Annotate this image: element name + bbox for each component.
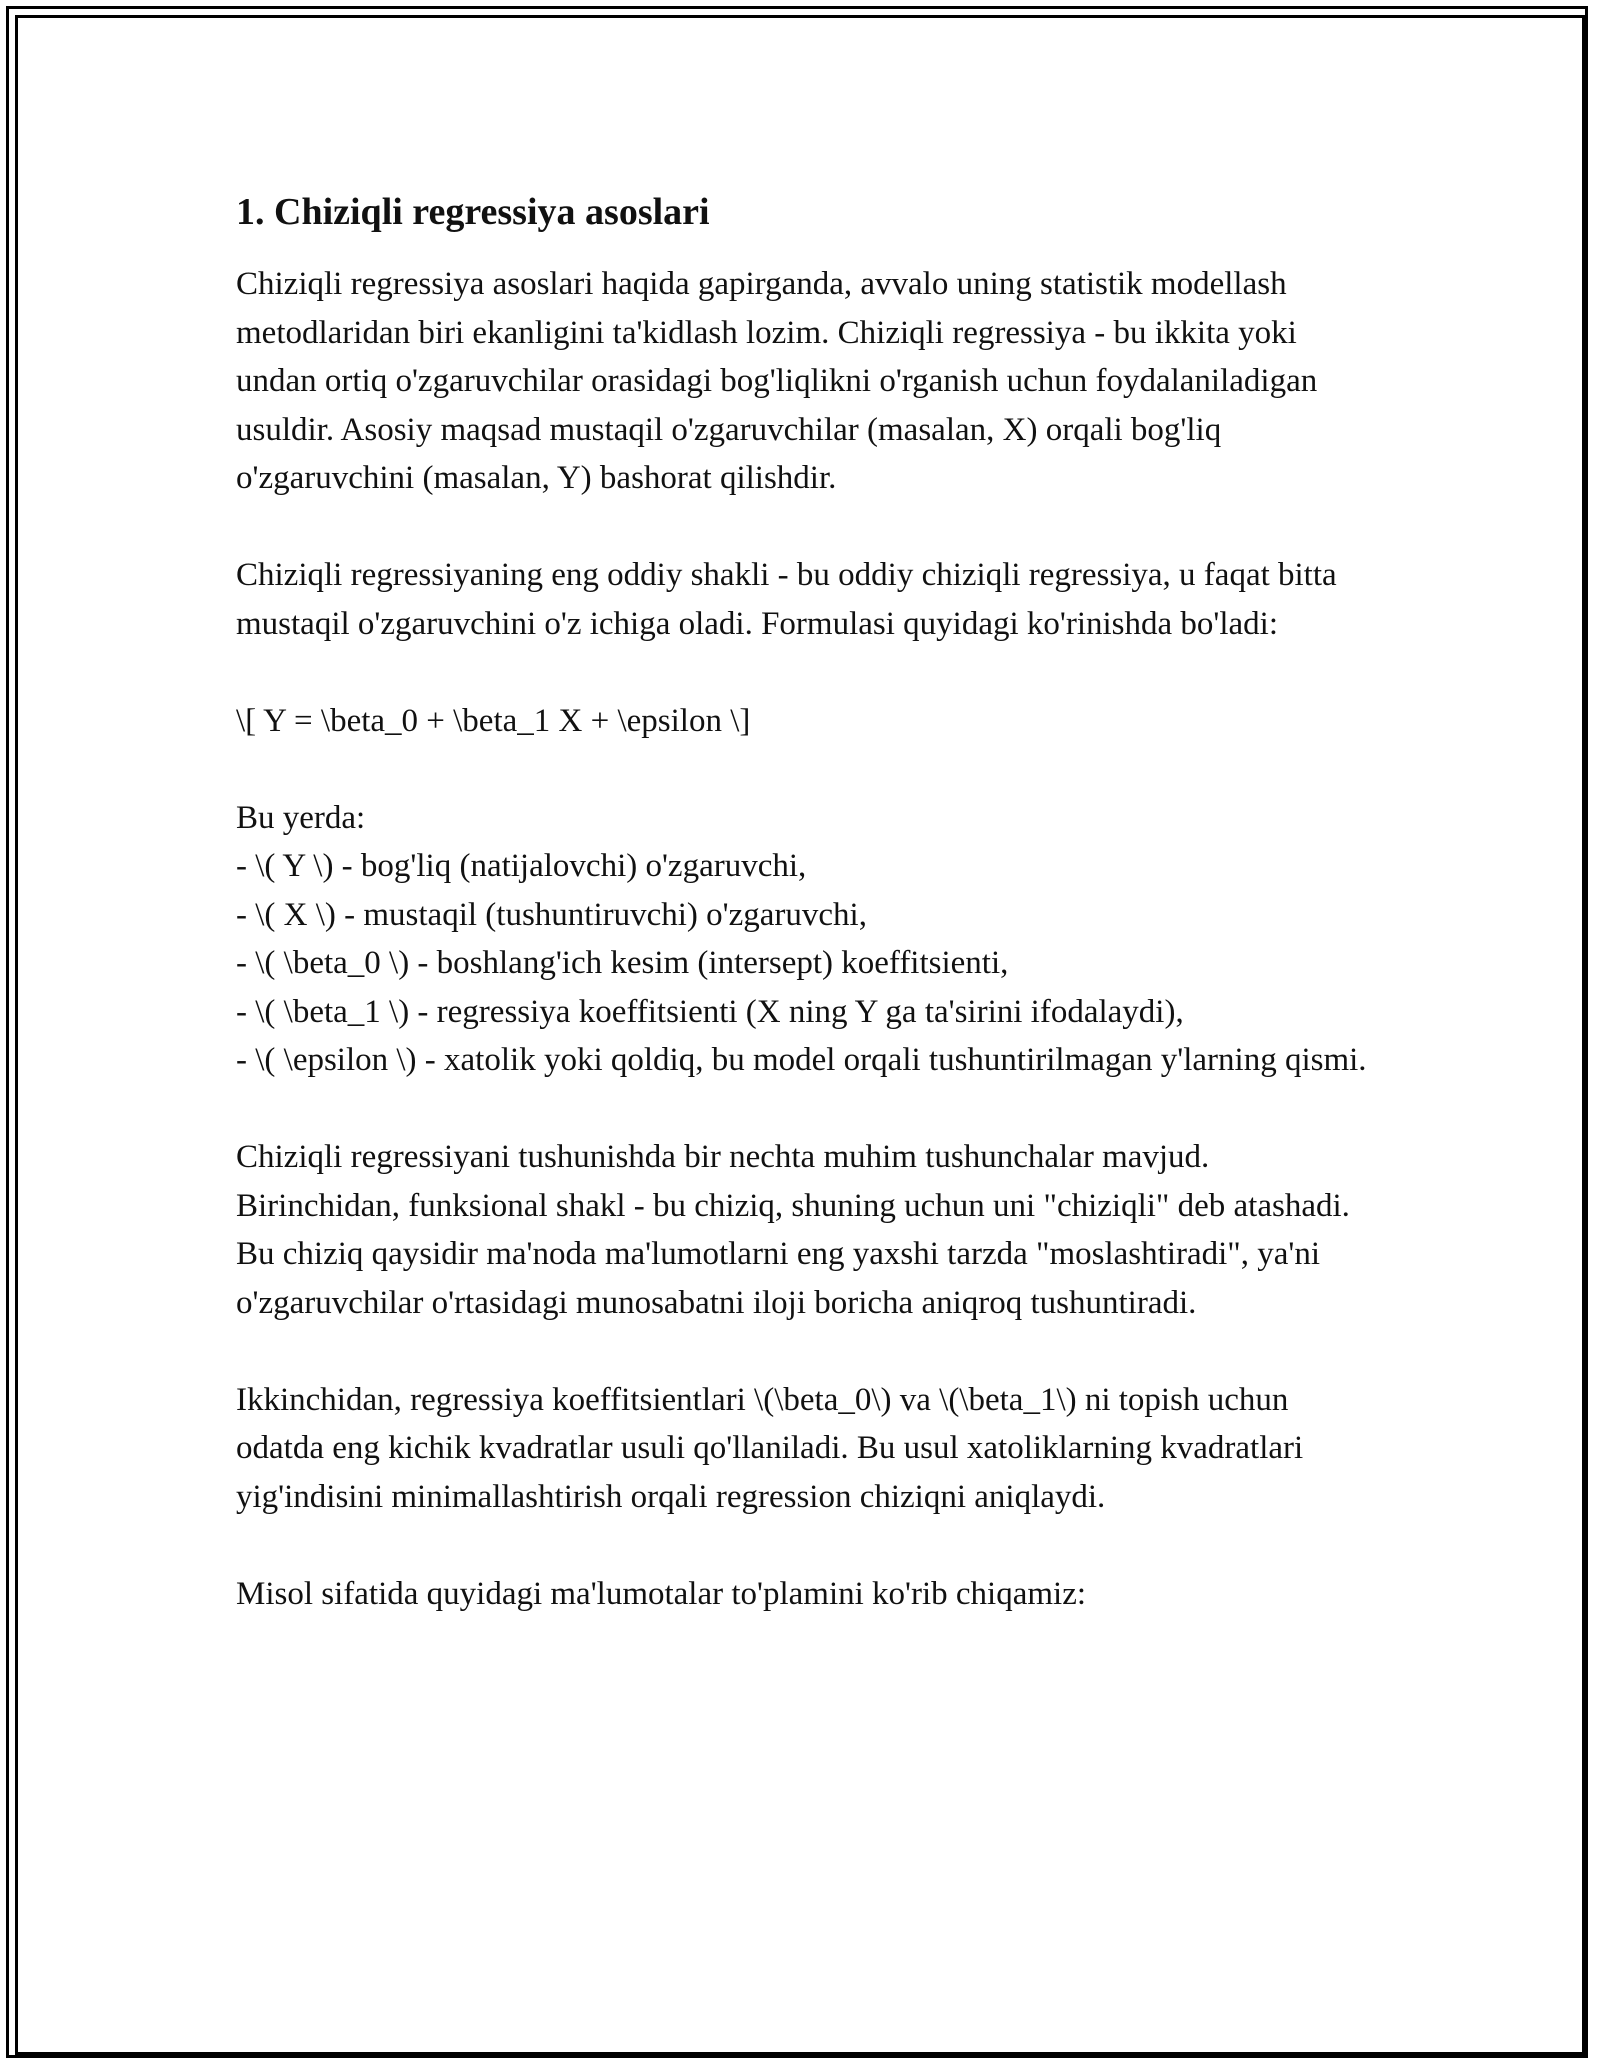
variable-definitions [236, 794, 1376, 1085]
document-body [236, 188, 1376, 1667]
paragraph-example: Misol sifatida quyidagi ma'lumotalar to'plamini ko'rib chiqamiz: [236, 1575, 1087, 1612]
definitions-intro: Bu yerda: [236, 799, 366, 836]
paragraph-simple-regression: Chiziqli regressiyaning eng oddiy shakli - bu oddiy chiziqli regressiya, u faqat bitta mustaqil o'zgaruvchini o'z ichiga oladi. Formulasi quyidagi ko'rinishda bo'ladi: [236, 557, 1337, 642]
paragraph-intro: Chiziqli regressiya asoslari haqida gapirganda, avvalo uning statistik modellash metodlaridan biri ekanligini ta'kidlash lozim. Chiziqli regressiya - bu ikkita yoki undan ortiq o'zgaruvchilar orasidagi bog'liqlikni o'rganish uchun foydalaniladigan usuldir. Asosiy maqsad mustaqil o'zgaruvchilar (masalan, X) orqali bog'liq o'zgaruvchini (masalan, Y) bashorat qilishdir. [236, 266, 1318, 496]
paragraph-least-squares: Ikkinchidan, regressiya koeffitsientlari \(\beta_0\) va \(\beta_1\) ni topish uchun odatda eng kichik kvadratlar usuli qo'llaniladi. Bu usul xatoliklarning kvadratlari yig'indisini minimallashtirish orqali regression chiziqni aniqlaydi. [236, 1381, 1304, 1515]
definition-item-y: - \( Y \) - bog'liq (natijalovchi) o'zgaruvchi, [236, 848, 807, 884]
definition-item-beta0: - \( \beta_0 \) - boshlang'ich kesim (intersept) koeffitsienti, [236, 945, 1009, 981]
formula-line: \[ Y = \beta_0 + \beta_1 X + \epsilon \] [236, 702, 751, 739]
definition-item-x: - \( X \) - mustaqil (tushuntiruvchi) o'zgaruvchi, [236, 896, 867, 933]
definition-item-beta1: - \( \beta_1 \) - regressiya koeffitsienti (X ning Y ga ta'sirini ifodalaydi), [236, 993, 1184, 1030]
section-heading: 1. Chiziqli regressiya asoslari [236, 191, 710, 233]
definition-item-epsilon: - \( \epsilon \) - xatolik yoki qoldiq, bu model orqali tushuntirilmagan y'larning qismi. [236, 1042, 1367, 1078]
paragraph-concepts: Chiziqli regressiyani tushunishda bir nechta muhim tushunchalar mavjud. Birinchidan, funksional shakl - bu chiziq, shuning uchun uni "chiziqli" deb atashadi. Bu chiziq qaysidir ma'noda ma'lumotlarni eng yaxshi tarzda "moslashtiradi", ya'ni o'zgaruvchilar o'rtasidagi munosabatni iloji boricha aniqroq tushuntiradi. [236, 1139, 1350, 1321]
